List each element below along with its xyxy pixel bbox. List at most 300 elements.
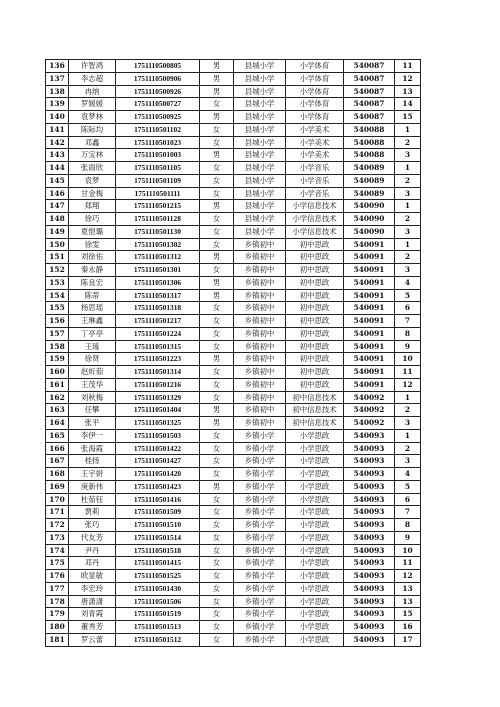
gender-cell: 女: [200, 225, 234, 238]
name-cell: 袁梦林: [69, 111, 116, 124]
subject-cell: 初中思政: [286, 340, 344, 353]
table-row: [46, 200, 421, 213]
position-code-cell: 540093: [344, 608, 395, 621]
exam-id-cell: 1751110501420: [116, 468, 200, 481]
gender-cell: 男: [200, 251, 234, 264]
table-row: [46, 251, 421, 264]
name-cell: 张海霞: [69, 442, 116, 455]
table-row: [46, 493, 421, 506]
subject-cell: 初中思政: [286, 378, 344, 391]
exam-id-cell: 1751110500805: [116, 60, 200, 73]
rank-cell: 11: [395, 557, 421, 570]
subject-cell: 小学音乐: [286, 187, 344, 200]
exam-id-cell: 1751110501128: [116, 213, 200, 226]
subject-cell: 小学思政: [286, 557, 344, 570]
row-number-cell: 162: [46, 391, 69, 404]
position-code-cell: 540087: [344, 60, 395, 73]
row-number-cell: 168: [46, 468, 69, 481]
name-cell: 夏悒璐: [69, 225, 116, 238]
gender-cell: 男: [200, 85, 234, 98]
school-type-cell: 乡镇小学: [234, 468, 286, 481]
name-cell: 徐雯: [69, 238, 116, 251]
name-cell: 罗媛媛: [69, 98, 116, 111]
name-cell: 甘金梅: [69, 187, 116, 200]
name-cell: 张平: [69, 417, 116, 430]
table-row: [46, 289, 421, 302]
rank-cell: 2: [395, 136, 421, 149]
rank-cell: 2: [395, 174, 421, 187]
table-row: [46, 174, 421, 187]
subject-cell: 小学思政: [286, 506, 344, 519]
school-type-cell: 乡镇初中: [234, 289, 286, 302]
exam-id-cell: 1751110501427: [116, 455, 200, 468]
table-row: [46, 570, 421, 583]
row-number-cell: 149: [46, 225, 69, 238]
subject-cell: 小学思政: [286, 621, 344, 634]
gender-cell: 女: [200, 531, 234, 544]
position-code-cell: 540092: [344, 391, 395, 404]
gender-cell: 女: [200, 633, 234, 646]
subject-cell: 小学思政: [286, 480, 344, 493]
school-type-cell: 县城小学: [234, 85, 286, 98]
exam-id-cell: 1751110501509: [116, 506, 200, 519]
row-number-cell: 159: [46, 353, 69, 366]
position-code-cell: 540093: [344, 557, 395, 570]
rank-cell: 2: [395, 251, 421, 264]
gender-cell: 女: [200, 340, 234, 353]
name-cell: 赵炘茹: [69, 366, 116, 379]
exam-id-cell: 1751110501514: [116, 531, 200, 544]
rank-cell: 1: [395, 391, 421, 404]
exam-id-cell: 1751110501312: [116, 251, 200, 264]
gender-cell: 女: [200, 429, 234, 442]
school-type-cell: 乡镇初中: [234, 340, 286, 353]
gender-cell: 女: [200, 468, 234, 481]
school-type-cell: 县城小学: [234, 98, 286, 111]
gender-cell: 男: [200, 404, 234, 417]
table-row: [46, 72, 421, 85]
exam-id-cell: 1751110501111: [116, 187, 200, 200]
row-number-cell: 137: [46, 72, 69, 85]
position-code-cell: 540091: [344, 340, 395, 353]
gender-cell: 女: [200, 582, 234, 595]
school-type-cell: 乡镇初中: [234, 302, 286, 315]
gender-cell: 女: [200, 378, 234, 391]
position-code-cell: 540087: [344, 85, 395, 98]
rank-cell: 3: [395, 264, 421, 277]
school-type-cell: 县城小学: [234, 60, 286, 73]
school-type-cell: 乡镇小学: [234, 608, 286, 621]
gender-cell: 女: [200, 187, 234, 200]
position-code-cell: 540092: [344, 417, 395, 430]
exam-id-cell: 1751110501325: [116, 417, 200, 430]
name-cell: 郑翔: [69, 200, 116, 213]
gender-cell: 女: [200, 391, 234, 404]
name-cell: 贾莉: [69, 506, 116, 519]
school-type-cell: 县城小学: [234, 162, 286, 175]
school-type-cell: 乡镇小学: [234, 557, 286, 570]
gender-cell: 男: [200, 60, 234, 73]
rank-cell: 15: [395, 608, 421, 621]
rank-cell: 17: [395, 633, 421, 646]
subject-cell: 小学音乐: [286, 162, 344, 175]
position-code-cell: 540091: [344, 251, 395, 264]
gender-cell: 女: [200, 442, 234, 455]
subject-cell: 小学思政: [286, 429, 344, 442]
subject-cell: 初中思政: [286, 276, 344, 289]
exam-id-cell: 1751110501519: [116, 608, 200, 621]
exam-id-cell: 1751110501506: [116, 595, 200, 608]
exam-id-cell: 1751110501306: [116, 276, 200, 289]
rank-cell: 2: [395, 213, 421, 226]
school-type-cell: 县城小学: [234, 200, 286, 213]
rank-cell: 4: [395, 468, 421, 481]
row-number-cell: 153: [46, 276, 69, 289]
gender-cell: 男: [200, 149, 234, 162]
table-row: [46, 162, 421, 175]
name-cell: 王瑗: [69, 340, 116, 353]
row-number-cell: 179: [46, 608, 69, 621]
position-code-cell: 540093: [344, 493, 395, 506]
school-type-cell: 乡镇小学: [234, 595, 286, 608]
table-row: [46, 519, 421, 532]
table-row: [46, 225, 421, 238]
row-number-cell: 155: [46, 302, 69, 315]
school-type-cell: 乡镇小学: [234, 570, 286, 583]
rank-cell: 12: [395, 378, 421, 391]
name-cell: 杨思瑶: [69, 302, 116, 315]
subject-cell: 初中思政: [286, 264, 344, 277]
exam-id-cell: 1751110501422: [116, 442, 200, 455]
school-type-cell: 县城小学: [234, 225, 286, 238]
subject-cell: 初中思政: [286, 251, 344, 264]
table-row: [46, 531, 421, 544]
name-cell: 陈良宏: [69, 276, 116, 289]
subject-cell: 小学思政: [286, 519, 344, 532]
gender-cell: 女: [200, 98, 234, 111]
table-row: [46, 340, 421, 353]
subject-cell: 小学思政: [286, 582, 344, 595]
rank-cell: 1: [395, 162, 421, 175]
position-code-cell: 540093: [344, 582, 395, 595]
subject-cell: 小学体育: [286, 60, 344, 73]
rank-cell: 5: [395, 480, 421, 493]
rank-cell: 1: [395, 238, 421, 251]
subject-cell: 小学思政: [286, 570, 344, 583]
rank-cell: 3: [395, 149, 421, 162]
position-code-cell: 540087: [344, 98, 395, 111]
name-cell: 许智鸿: [69, 60, 116, 73]
rank-cell: 3: [395, 417, 421, 430]
rank-cell: 13: [395, 85, 421, 98]
table-row: [46, 621, 421, 634]
subject-cell: 小学体育: [286, 111, 344, 124]
gender-cell: 女: [200, 327, 234, 340]
rank-cell: 2: [395, 404, 421, 417]
position-code-cell: 540093: [344, 531, 395, 544]
gender-cell: 男: [200, 480, 234, 493]
table-row: [46, 417, 421, 430]
subject-cell: 小学思政: [286, 493, 344, 506]
row-number-cell: 141: [46, 123, 69, 136]
table-body: [46, 60, 421, 647]
rank-cell: 16: [395, 621, 421, 634]
table-row: [46, 378, 421, 391]
subject-cell: 小学思政: [286, 468, 344, 481]
table-row: [46, 557, 421, 570]
gender-cell: 男: [200, 276, 234, 289]
gender-cell: 女: [200, 302, 234, 315]
gender-cell: 女: [200, 506, 234, 519]
position-code-cell: 540087: [344, 72, 395, 85]
table-row: [46, 187, 421, 200]
position-code-cell: 540091: [344, 276, 395, 289]
school-type-cell: 乡镇初中: [234, 251, 286, 264]
school-type-cell: 县城小学: [234, 187, 286, 200]
gender-cell: 女: [200, 315, 234, 328]
subject-cell: 小学美术: [286, 149, 344, 162]
subject-cell: 小学思政: [286, 608, 344, 621]
exam-id-cell: 1751110501510: [116, 519, 200, 532]
school-type-cell: 乡镇初中: [234, 315, 286, 328]
position-code-cell: 540093: [344, 519, 395, 532]
row-number-cell: 172: [46, 519, 69, 532]
name-cell: 罗云蕾: [69, 633, 116, 646]
rank-cell: 5: [395, 289, 421, 302]
school-type-cell: 乡镇小学: [234, 493, 286, 506]
row-number-cell: 167: [46, 455, 69, 468]
subject-cell: 小学思政: [286, 633, 344, 646]
table-row: [46, 544, 421, 557]
position-code-cell: 540093: [344, 595, 395, 608]
gender-cell: 女: [200, 162, 234, 175]
row-number-cell: 177: [46, 582, 69, 595]
position-code-cell: 540093: [344, 544, 395, 557]
rank-cell: 6: [395, 302, 421, 315]
row-number-cell: 136: [46, 60, 69, 73]
school-type-cell: 县城小学: [234, 136, 286, 149]
subject-cell: 初中信息技术: [286, 404, 344, 417]
exam-id-cell: 1751110501525: [116, 570, 200, 583]
results-table: [45, 59, 421, 647]
subject-cell: 初中思政: [286, 327, 344, 340]
subject-cell: 小学美术: [286, 136, 344, 149]
position-code-cell: 540091: [344, 315, 395, 328]
position-code-cell: 540093: [344, 455, 395, 468]
subject-cell: 小学信息技术: [286, 200, 344, 213]
name-cell: 徐巧: [69, 213, 116, 226]
row-number-cell: 144: [46, 162, 69, 175]
gender-cell: 女: [200, 123, 234, 136]
school-type-cell: 县城小学: [234, 72, 286, 85]
table-row: [46, 391, 421, 404]
subject-cell: 小学信息技术: [286, 213, 344, 226]
table-row: [46, 213, 421, 226]
row-number-cell: 169: [46, 480, 69, 493]
rank-cell: 12: [395, 570, 421, 583]
subject-cell: 初中思政: [286, 366, 344, 379]
row-number-cell: 181: [46, 633, 69, 646]
table-row: [46, 123, 421, 136]
position-code-cell: 540093: [344, 429, 395, 442]
gender-cell: 男: [200, 200, 234, 213]
school-type-cell: 县城小学: [234, 149, 286, 162]
gender-cell: 男: [200, 417, 234, 430]
table-row: [46, 302, 421, 315]
name-cell: 欧显敏: [69, 570, 116, 583]
exam-id-cell: 1751110501430: [116, 582, 200, 595]
row-number-cell: 157: [46, 327, 69, 340]
rank-cell: 1: [395, 200, 421, 213]
rank-cell: 8: [395, 519, 421, 532]
rank-cell: 9: [395, 340, 421, 353]
row-number-cell: 140: [46, 111, 69, 124]
table-row: [46, 136, 421, 149]
exam-id-cell: 1751110500925: [116, 111, 200, 124]
exam-id-cell: 1751110500926: [116, 85, 200, 98]
rank-cell: 3: [395, 225, 421, 238]
school-type-cell: 乡镇初中: [234, 378, 286, 391]
rank-cell: 13: [395, 582, 421, 595]
school-type-cell: 乡镇初中: [234, 391, 286, 404]
table-row: [46, 582, 421, 595]
position-code-cell: 540091: [344, 353, 395, 366]
name-cell: 陈蒂: [69, 289, 116, 302]
subject-cell: 小学体育: [286, 72, 344, 85]
name-cell: 桂扬: [69, 455, 116, 468]
subject-cell: 初中思政: [286, 315, 344, 328]
name-cell: 李伊一: [69, 429, 116, 442]
table-row: [46, 276, 421, 289]
position-code-cell: 540087: [344, 111, 395, 124]
school-type-cell: 乡镇初中: [234, 353, 286, 366]
name-cell: 秦永静: [69, 264, 116, 277]
school-type-cell: 乡镇初中: [234, 327, 286, 340]
school-type-cell: 县城小学: [234, 213, 286, 226]
exam-id-cell: 1751110500906: [116, 72, 200, 85]
school-type-cell: 县城小学: [234, 111, 286, 124]
row-number-cell: 148: [46, 213, 69, 226]
subject-cell: 小学美术: [286, 123, 344, 136]
rank-cell: 10: [395, 353, 421, 366]
row-number-cell: 164: [46, 417, 69, 430]
name-cell: 刘青霞: [69, 608, 116, 621]
gender-cell: 女: [200, 493, 234, 506]
gender-cell: 女: [200, 213, 234, 226]
rank-cell: 11: [395, 366, 421, 379]
table-row: [46, 60, 421, 73]
school-type-cell: 乡镇小学: [234, 429, 286, 442]
table-row: [46, 149, 421, 162]
name-cell: 王茂华: [69, 378, 116, 391]
exam-id-cell: 1751110501130: [116, 225, 200, 238]
school-type-cell: 乡镇小学: [234, 506, 286, 519]
table-row: [46, 315, 421, 328]
row-number-cell: 166: [46, 442, 69, 455]
subject-cell: 小学思政: [286, 544, 344, 557]
subject-cell: 小学信息技术: [286, 225, 344, 238]
table-row: [46, 608, 421, 621]
subject-cell: 初中思政: [286, 302, 344, 315]
position-code-cell: 540091: [344, 302, 395, 315]
table-row: [46, 111, 421, 124]
exam-id-cell: 1751110501317: [116, 289, 200, 302]
row-number-cell: 161: [46, 378, 69, 391]
table-row: [46, 633, 421, 646]
gender-cell: 女: [200, 174, 234, 187]
row-number-cell: 180: [46, 621, 69, 634]
rank-cell: 9: [395, 531, 421, 544]
position-code-cell: 540090: [344, 225, 395, 238]
position-code-cell: 540089: [344, 187, 395, 200]
position-code-cell: 540088: [344, 123, 395, 136]
exam-id-cell: 1751110501224: [116, 327, 200, 340]
row-number-cell: 151: [46, 251, 69, 264]
exam-id-cell: 1751110501216: [116, 378, 200, 391]
table-row: [46, 595, 421, 608]
table-row: [46, 506, 421, 519]
school-type-cell: 乡镇小学: [234, 480, 286, 493]
row-number-cell: 150: [46, 238, 69, 251]
subject-cell: 小学体育: [286, 98, 344, 111]
subject-cell: 小学音乐: [286, 174, 344, 187]
subject-cell: 小学思政: [286, 531, 344, 544]
table-row: [46, 455, 421, 468]
rank-cell: 8: [395, 327, 421, 340]
row-number-cell: 170: [46, 493, 69, 506]
position-code-cell: 540093: [344, 468, 395, 481]
school-type-cell: 县城小学: [234, 174, 286, 187]
row-number-cell: 171: [46, 506, 69, 519]
table-row: [46, 429, 421, 442]
row-number-cell: 156: [46, 315, 69, 328]
gender-cell: 女: [200, 366, 234, 379]
name-cell: 李志超: [69, 72, 116, 85]
row-number-cell: 154: [46, 289, 69, 302]
table-row: [46, 353, 421, 366]
name-cell: 张巧: [69, 519, 116, 532]
row-number-cell: 146: [46, 187, 69, 200]
position-code-cell: 540088: [344, 149, 395, 162]
subject-cell: 初中信息技术: [286, 391, 344, 404]
position-code-cell: 540093: [344, 506, 395, 519]
rank-cell: 3: [395, 455, 421, 468]
position-code-cell: 540091: [344, 264, 395, 277]
name-cell: 刘徐佑: [69, 251, 116, 264]
school-type-cell: 乡镇初中: [234, 264, 286, 277]
row-number-cell: 142: [46, 136, 69, 149]
rank-cell: 7: [395, 315, 421, 328]
gender-cell: 男: [200, 289, 234, 302]
gender-cell: 男: [200, 72, 234, 85]
exam-id-cell: 1751110501215: [116, 200, 200, 213]
name-cell: 杜茹钰: [69, 493, 116, 506]
name-cell: 李宏玲: [69, 582, 116, 595]
row-number-cell: 175: [46, 557, 69, 570]
gender-cell: 男: [200, 111, 234, 124]
gender-cell: 女: [200, 595, 234, 608]
exam-id-cell: 1751110501003: [116, 149, 200, 162]
gender-cell: 女: [200, 519, 234, 532]
exam-id-cell: 1751110501318: [116, 302, 200, 315]
exam-id-cell: 1751110501109: [116, 174, 200, 187]
rank-cell: 3: [395, 187, 421, 200]
position-code-cell: 540089: [344, 162, 395, 175]
row-number-cell: 139: [46, 98, 69, 111]
row-number-cell: 143: [46, 149, 69, 162]
school-type-cell: 县城小学: [234, 123, 286, 136]
subject-cell: 小学体育: [286, 85, 344, 98]
